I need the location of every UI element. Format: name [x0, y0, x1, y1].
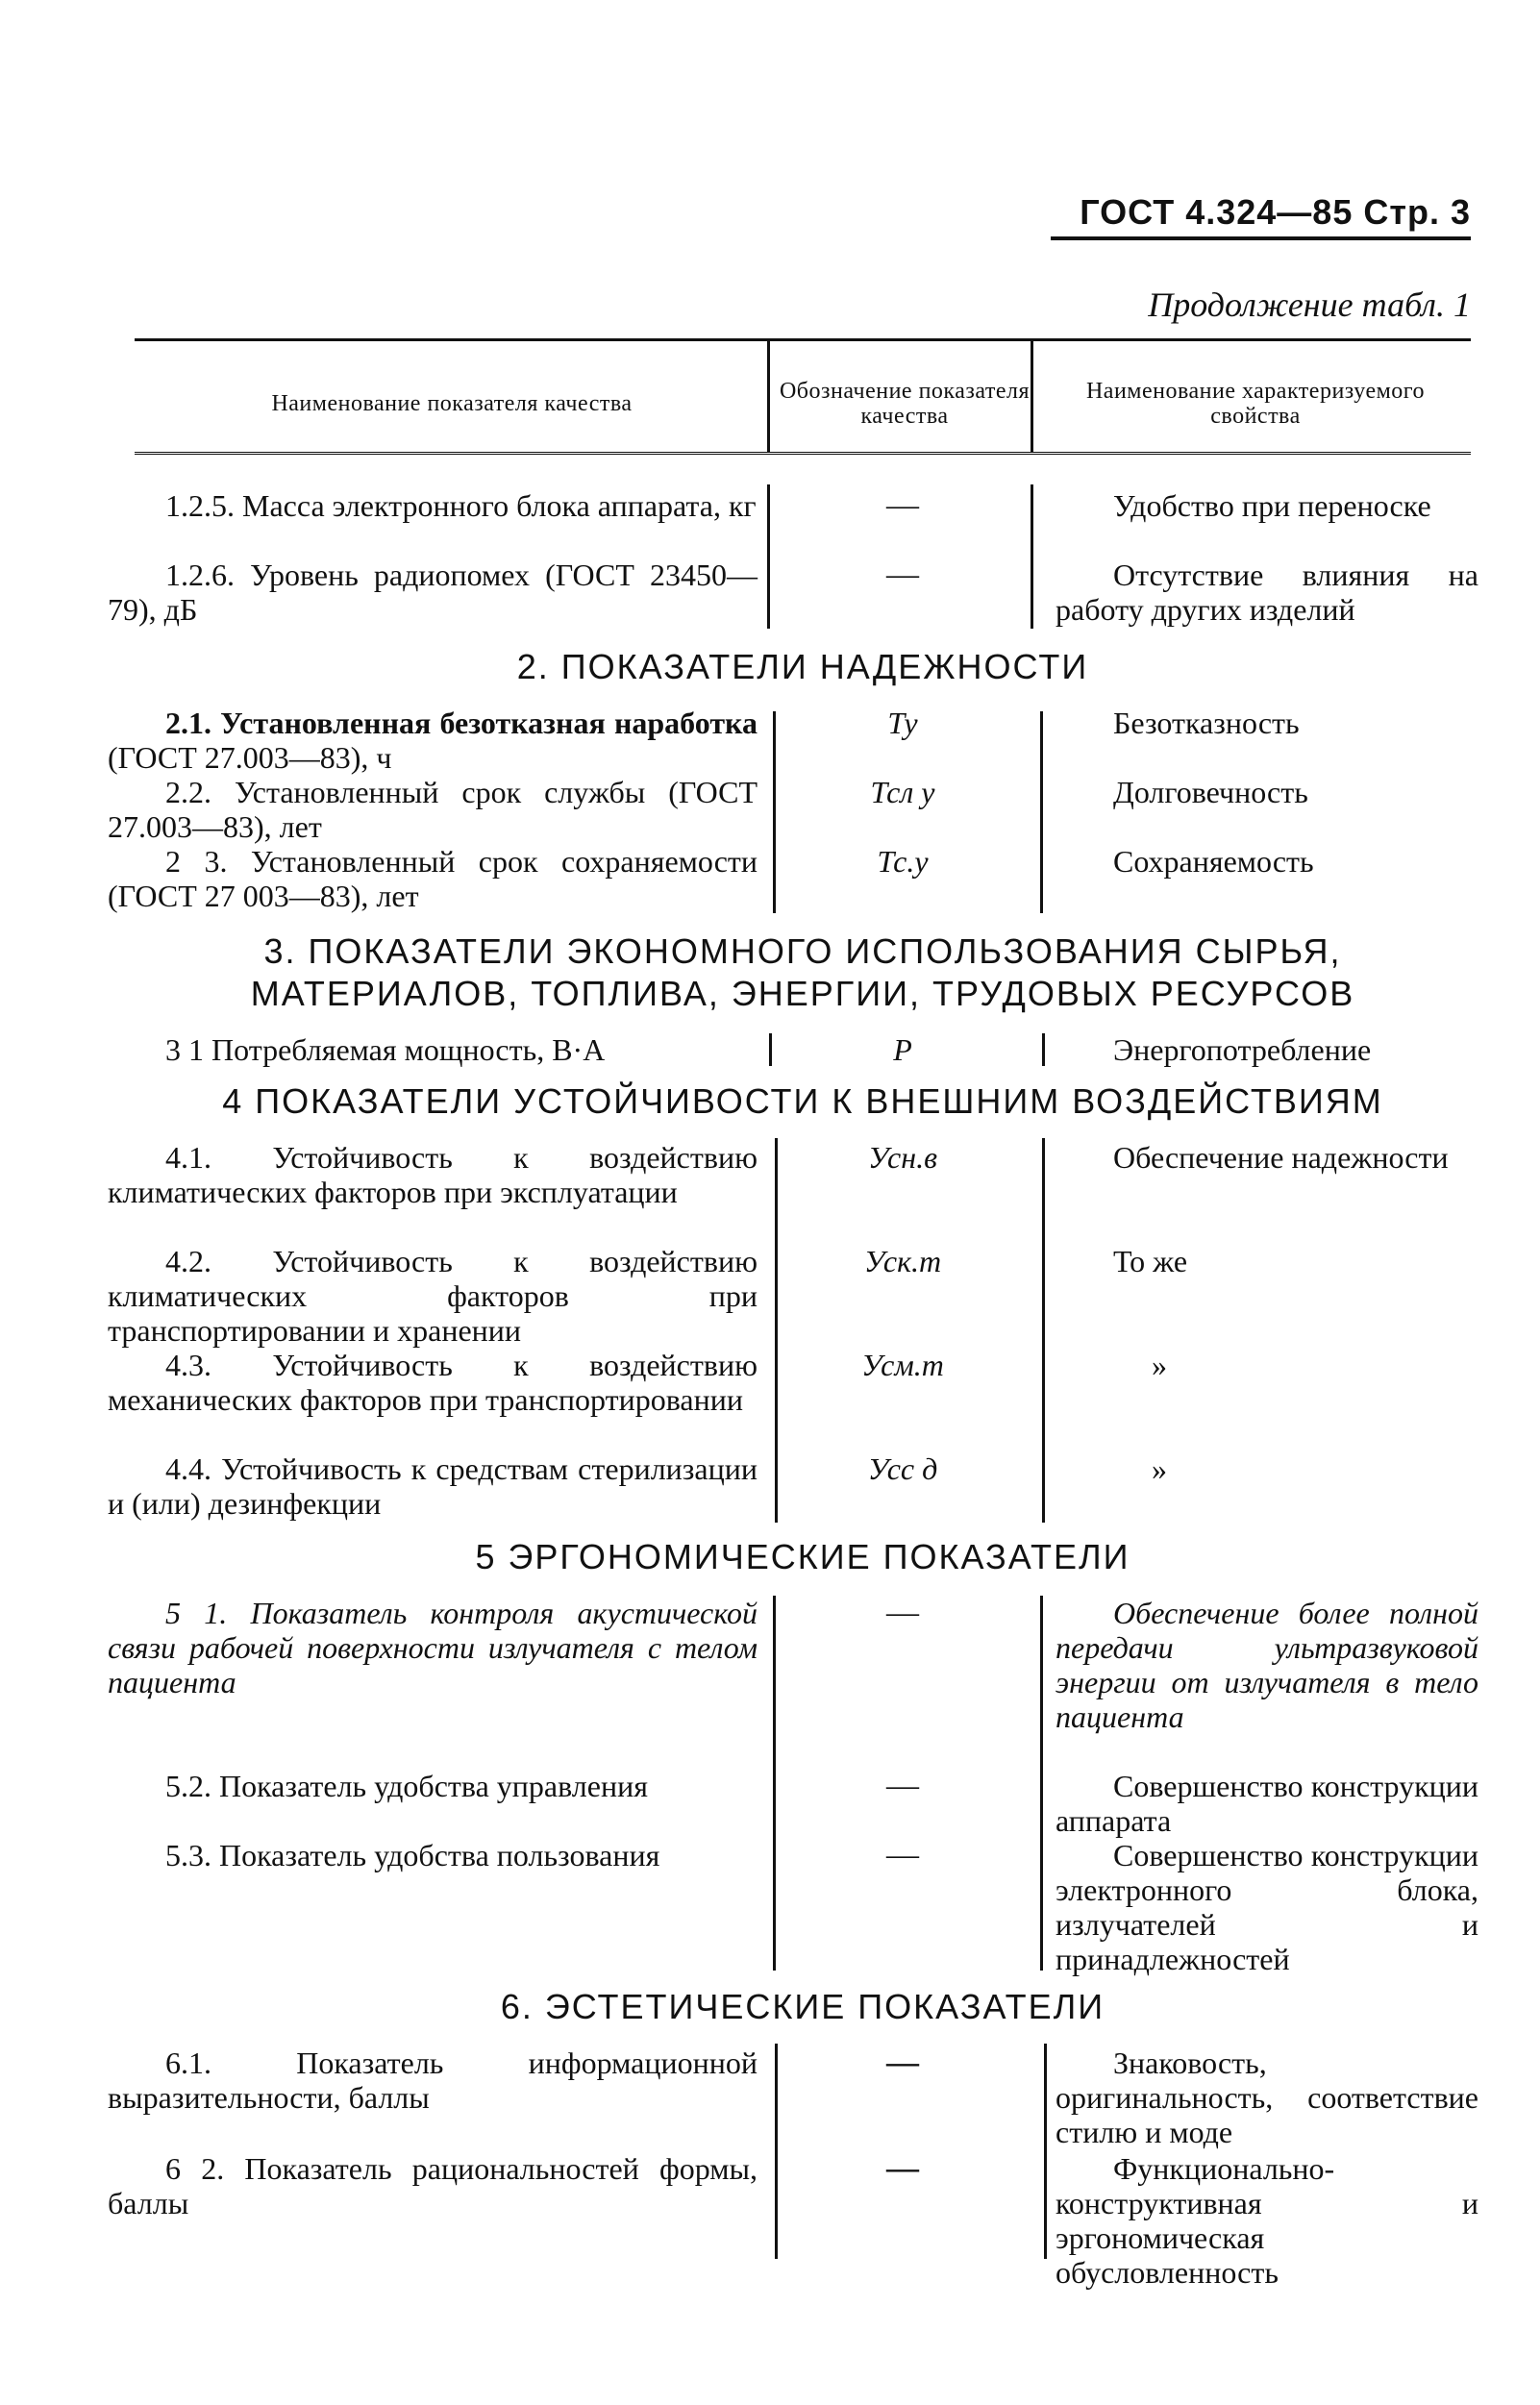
row-6-2-property: Функционально-конструктивная и эргономическая обусловленность: [1056, 2151, 1478, 2290]
header-rule: [1051, 236, 1471, 240]
row-4-3-name: 4.3. Устойчивость к воздействию механических факторов при транспортировании: [108, 1348, 758, 1417]
row-3-1-symbol: P: [893, 1032, 912, 1067]
table-header-rule: [135, 452, 1471, 458]
row-3-1-name: 3 1 Потребляемая мощность, В·А: [165, 1032, 606, 1067]
section-title-economy-line1: 3. ПОКАЗАТЕЛИ ЭКОНОМНОГО ИСПОЛЬЗОВАНИЯ СЫРЬЯ,: [263, 931, 1342, 971]
row-6-2-name: 6 2. Показатель рациональностей формы, баллы: [108, 2151, 758, 2220]
row-5-3-symbol: —: [886, 1837, 919, 1872]
column-divider: [767, 341, 770, 452]
row-5-2-name: 5.2. Показатель удобства управления: [165, 1769, 648, 1803]
row-4-4-name: 4.4. Устойчивость к средствам стерилизации и (или) дезинфекции: [108, 1451, 758, 1521]
row-5-3-property: Совершенство конструкции электронного блока, излучателей и принадлежностей: [1056, 1838, 1478, 1976]
column-divider: [1042, 1138, 1045, 1523]
col-header-name: Наименование показателя качества: [271, 391, 633, 416]
row-2-1-property: Безотказность: [1113, 706, 1300, 740]
row-5-2-property: Совершенство конструкции аппарата: [1056, 1769, 1478, 1838]
row-2-3-name: 2 3. Установленный срок сохраняемости (ГОСТ 27 003—83), лет: [108, 844, 758, 913]
row-5-1-name: 5 1. Показатель контроля акустической связи рабочей поверхности излучателя с телом пациента: [108, 1596, 758, 1699]
table-continuation-label: Продолжение табл. 1: [1148, 285, 1471, 324]
row-4-2-property: То же: [1113, 1244, 1188, 1278]
row-6-1-name: 6.1. Показатель информационной выразительности, баллы: [108, 2045, 758, 2115]
row-2-1-name-rest: (ГОСТ 27.003—83), ч: [108, 740, 392, 775]
row-1-2-6-property: Отсутствие влияния на работу других изделий: [1056, 558, 1478, 627]
row-4-3-property: »: [1152, 1348, 1167, 1382]
section-title-aesthetic: 6. ЭСТЕТИЧЕСКИЕ ПОКАЗАТЕЛИ: [500, 1987, 1105, 2026]
row-5-2-symbol: —: [886, 1768, 919, 1803]
column-divider: [1031, 341, 1033, 452]
row-1-2-5-symbol: —: [886, 487, 919, 523]
section-title-ergonomic: 5 ЭРГОНОМИЧЕСКИЕ ПОКАЗАТЕЛИ: [475, 1537, 1130, 1576]
row-3-1-property: Энергопотребление: [1113, 1032, 1372, 1067]
row-2-1-name: [108, 706, 758, 775]
row-5-1-symbol: —: [886, 1595, 919, 1630]
row-4-1-symbol: Усн.в: [868, 1140, 937, 1175]
row-2-2-symbol: Тсл у: [870, 775, 935, 809]
col-header-symbol: Обозначение показателя качества: [779, 379, 1031, 429]
row-1-2-5-name: 1.2.5. Масса электронного блока аппарата, кг: [165, 488, 757, 523]
column-divider: [1040, 1596, 1043, 1971]
row-2-3-property: Сохраняемость: [1113, 844, 1314, 879]
row-5-3-name: 5.3. Показатель удобства пользования: [165, 1838, 660, 1872]
row-4-4-property: »: [1152, 1451, 1167, 1486]
row-4-1-name: 4.1. Устойчивость к воздействию климатических факторов при эксплуатации: [108, 1140, 758, 1209]
row-5-1-property: Обеспечение более полной передачи ультразвуковой энергии от излучателя в тело пациента: [1056, 1596, 1478, 1734]
page-header: ГОСТ 4.324—85 Стр. 3: [1080, 192, 1471, 232]
row-6-1-symbol: —: [886, 2045, 919, 2080]
column-divider: [769, 1033, 772, 1066]
column-divider: [1042, 1033, 1045, 1066]
row-2-1-symbol: Ту: [887, 706, 918, 740]
row-4-3-symbol: Усм.т: [861, 1348, 944, 1382]
column-divider: [1031, 484, 1033, 629]
row-4-2-name: 4.2. Устойчивость к воздействию климатических факторов при транспортировании и хранении: [108, 1244, 758, 1348]
column-divider: [1040, 711, 1043, 913]
row-1-2-6-name: 1.2.6. Уровень радиопомех (ГОСТ 23450—79), дБ: [108, 558, 758, 627]
row-1-2-5-property: Удобство при переноске: [1113, 488, 1431, 523]
row-2-3-symbol: Тс.у: [877, 844, 929, 879]
section-title-reliability: 2. ПОКАЗАТЕЛИ НАДЕЖНОСТИ: [516, 647, 1089, 686]
row-2-2-name: 2.2. Установленный срок службы (ГОСТ 27.003—83), лет: [108, 775, 758, 844]
column-divider: [773, 711, 776, 913]
row-4-4-symbol: Усс д: [867, 1451, 938, 1486]
row-4-1-property: Обеспечение надежности: [1113, 1140, 1449, 1175]
section-title-resistance: 4 ПОКАЗАТЕЛИ УСТОЙЧИВОСТИ К ВНЕШНИМ ВОЗДЕЙСТВИЯМ: [222, 1081, 1383, 1121]
row-6-1-property: Знаковость, оригинальность, соответствие стилю и моде: [1056, 2045, 1478, 2149]
column-divider: [1044, 2044, 1047, 2259]
col-header-property: Наименование характеризуемого свойства: [1085, 379, 1426, 429]
row-1-2-6-symbol: —: [886, 557, 919, 592]
column-divider: [767, 484, 770, 629]
row-2-1-name-bold: 2.1. Установленная безотказная наработка: [165, 706, 758, 740]
table-top-rule: [135, 338, 1471, 341]
row-6-2-symbol: —: [886, 2150, 919, 2186]
row-4-2-symbol: Уск.т: [863, 1244, 942, 1278]
row-2-2-property: Долговечность: [1113, 775, 1308, 809]
section-title-economy-line2: МАТЕРИАЛОВ, ТОПЛИВА, ЭНЕРГИИ, ТРУДОВЫХ РЕСУРСОВ: [250, 974, 1355, 1013]
